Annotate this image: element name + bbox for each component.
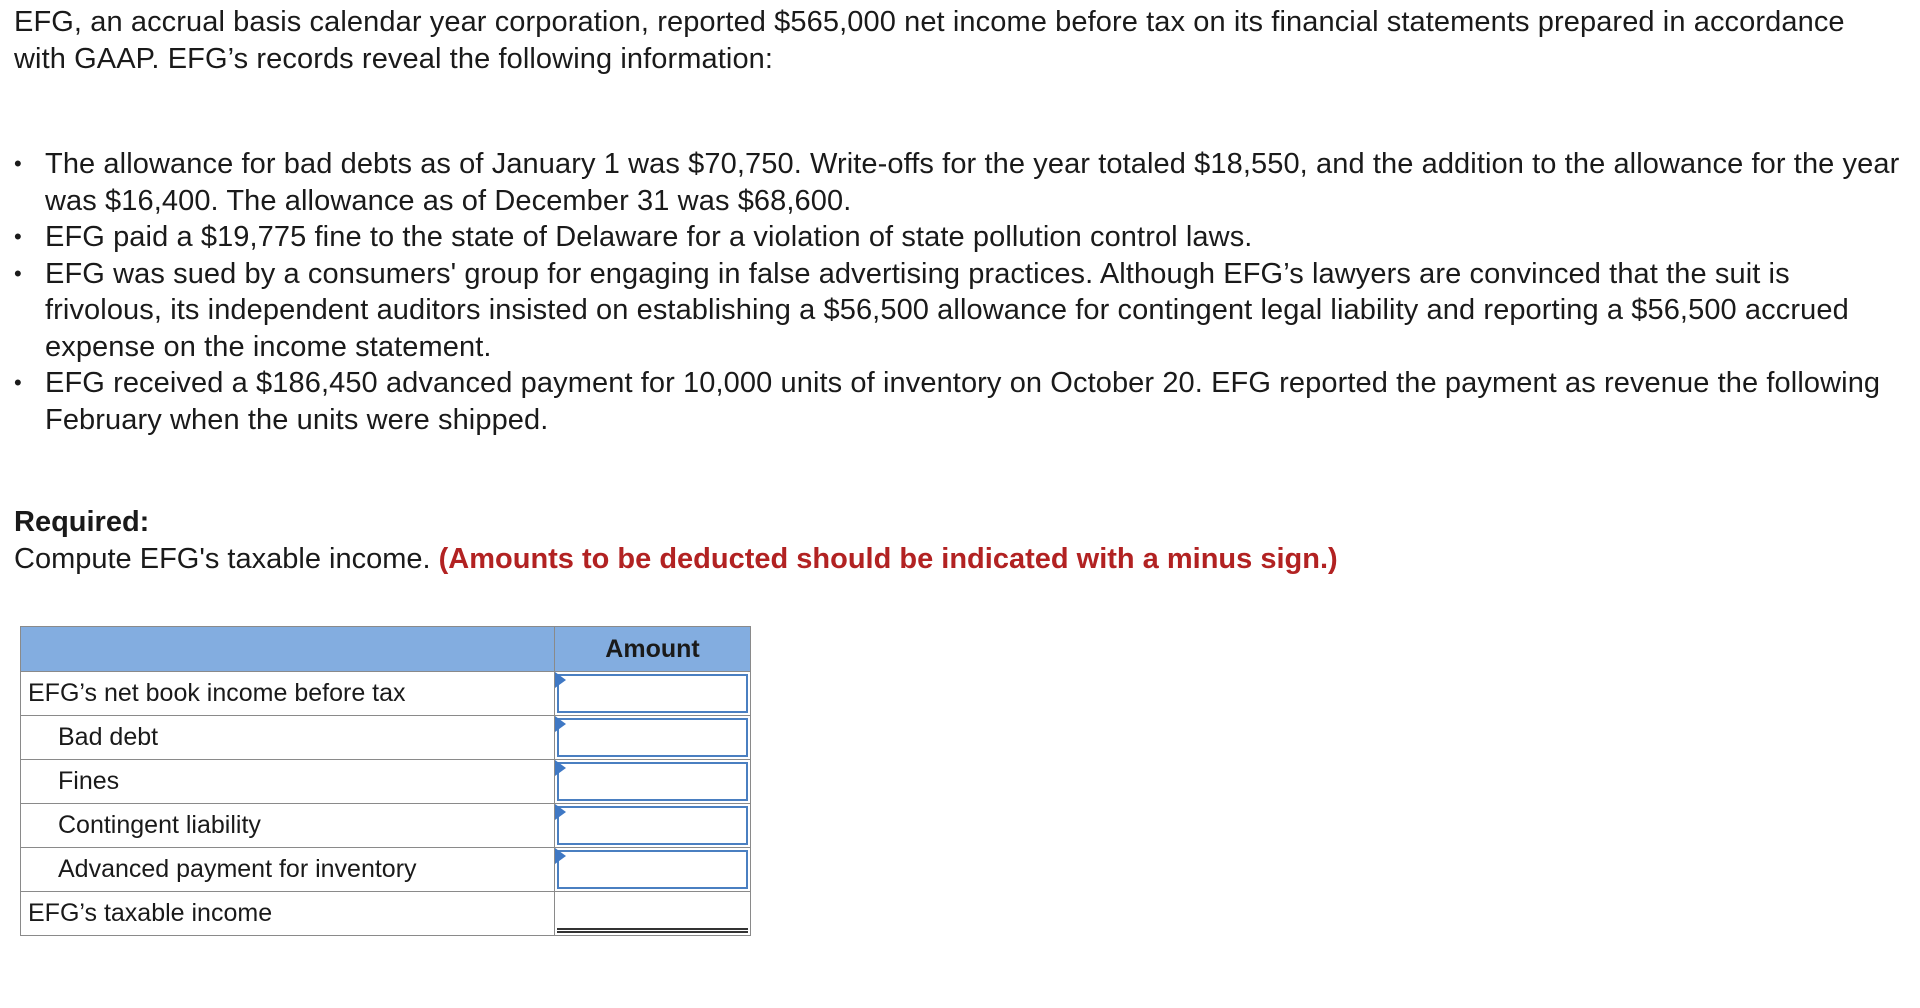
table-row [21, 804, 751, 848]
row-label: EFG’s net book income before tax [21, 672, 555, 716]
amount-cell [555, 672, 751, 716]
fact-text: EFG received a $186,450 advanced payment for 10,000 units of inventory on October 20. EFG reported the payment as revenue the following February when the units were shipped. [45, 367, 1881, 436]
fact-item [14, 256, 1904, 366]
table-row [21, 716, 751, 760]
problem-page [14, 4, 1904, 927]
bullet-icon: • [14, 151, 22, 176]
fact-text: The allowance for bad debts as of January 1 was $70,750. Write-offs for the year totaled $18,550, and the addition to the allowance for the year was $16,400. The allowance as of December 31 was $68,600. [45, 148, 1900, 217]
facts-list [14, 146, 1904, 438]
input-marker-icon [555, 848, 566, 864]
required-heading: Required: [14, 506, 150, 538]
fact-text: EFG paid a $19,775 fine to the state of Delaware for a violation of state pollution control laws. [45, 221, 1253, 253]
header-label-cell [21, 627, 555, 672]
fact-item [14, 365, 1904, 438]
bullet-icon: • [14, 260, 22, 286]
instruction-text: Compute EFG's taxable income. [14, 543, 431, 575]
fact-text: EFG was sued by a consumers' group for engaging in false advertising practices. Although EFG’s lawyers are convinced that the suit is frivolous, its independent auditors insisted on establishing a $56,500 allowance for contingent legal liability and reporting a $56,500 accrued expense on the income statement. [45, 257, 1849, 363]
contingent-liability-input[interactable] [557, 806, 748, 845]
taxable-income-table [20, 626, 751, 936]
row-label: Fines [21, 760, 555, 804]
total-label: EFG’s taxable income [21, 892, 555, 936]
amount-cell [555, 716, 751, 760]
required-section [14, 504, 1904, 578]
row-label: Bad debt [21, 716, 555, 760]
fines-input[interactable] [557, 762, 748, 801]
fact-item [14, 146, 1904, 219]
amount-cell [555, 848, 751, 892]
fact-item [14, 219, 1904, 256]
table-row [21, 848, 751, 892]
header-amount-cell: Amount [555, 627, 751, 672]
row-label: Contingent liability [21, 804, 555, 848]
input-marker-icon [555, 672, 566, 688]
problem-intro: EFG, an accrual basis calendar year corporation, reported $565,000 net income before tax on its financial statements prepared in accordance with GAAP. EFG’s records reveal the following information: [14, 6, 1845, 75]
bullet-icon: • [14, 370, 22, 395]
required-instruction [14, 541, 1904, 578]
input-marker-icon [555, 716, 566, 732]
input-marker-icon [555, 804, 566, 820]
amount-cell [555, 804, 751, 848]
table-header-row [21, 627, 751, 672]
bad-debt-input[interactable] [557, 718, 748, 757]
table-row [21, 672, 751, 716]
table-row [21, 760, 751, 804]
minus-sign-note: (Amounts to be deducted should be indicated with a minus sign.) [438, 543, 1338, 575]
advanced-payment-input[interactable] [557, 850, 748, 889]
table-total-row [21, 892, 751, 936]
bullet-icon: • [14, 224, 22, 249]
taxable-income-total-cell [555, 892, 751, 936]
net-book-income-input[interactable] [557, 674, 748, 713]
amount-cell [555, 760, 751, 804]
input-marker-icon [555, 760, 566, 776]
double-underline [557, 928, 748, 933]
row-label: Advanced payment for inventory [21, 848, 555, 892]
